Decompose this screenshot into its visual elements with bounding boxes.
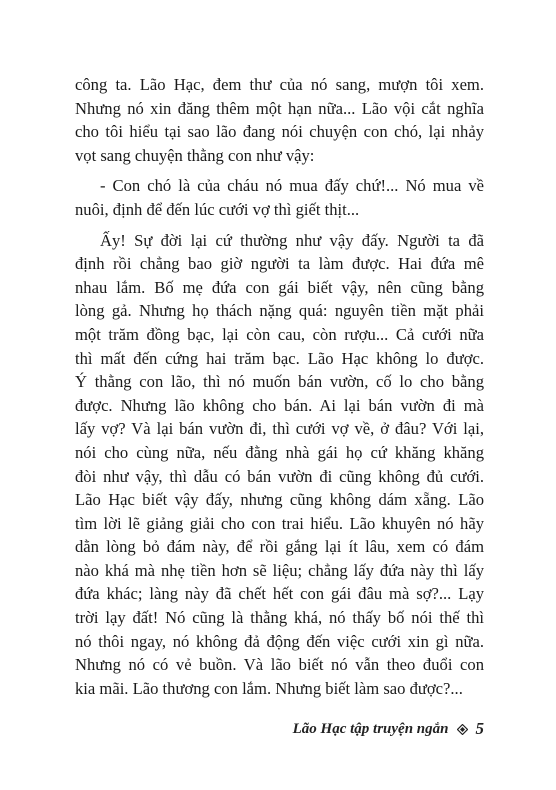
text-line: lòng gả. Nhưng họ thách nặng quá: nguyên tiền mặt phải — [75, 301, 484, 321]
text-line: Nhưng nó xin đăng thêm một hạn nữa... Lão vội cắt nghĩa — [75, 98, 484, 118]
paragraph-2 — [75, 174, 484, 221]
text-line: được. Nhưng lão không cho bán. Ai lại bán vườn đi mà — [75, 395, 484, 415]
text-line: Nhưng nó có vẻ buồn. Và lão biết nó vẫn theo đuổi con — [75, 655, 484, 675]
text-line: cho tôi hiểu tại sao lão đang nói chuyện con chó, lại nhảy — [75, 122, 484, 142]
paragraph-1 — [75, 73, 484, 167]
text-line: nói cho cùng nữa, nếu đằng nhà gái họ cứ khăng khăng — [75, 442, 484, 462]
text-line: tìm lời lẽ giảng giải cho con trai hiểu. Lão khuyên nó hãy — [75, 513, 484, 533]
text-line: dằn lòng bỏ đám này, để rồi gắng lại ít lâu, xem có đám — [75, 537, 484, 557]
page-body — [75, 73, 484, 700]
text-line: lấy vợ? Và lại bán vườn đi, thì cưới vợ về, ở đâu? Với lại, — [75, 419, 484, 439]
text-line: đứa khác; làng này đã chết hết con gái đâu mà sợ?... Lạy — [75, 584, 484, 604]
running-footer-title: Lão Hạc tập truyện ngắn — [292, 720, 449, 737]
text-line: định rồi chẳng bao giờ người ta làm được. Hai đứa mê — [75, 254, 484, 274]
text-line: kia mãi. Lão thương con lắm. Nhưng biết làm sao được?... — [75, 678, 463, 698]
text-line: nó thôi ngay, nó không đả động đến việc cưới xin gì nữa. — [75, 631, 484, 651]
text-line: đòi như vậy, thì dẫu có bán vườn đi cũng không đủ cưới. — [75, 466, 484, 486]
paragraph-3 — [75, 229, 484, 701]
text-line: vọt sang chuyện thằng con như vậy: — [75, 145, 315, 165]
text-line: công ta. Lão Hạc, đem thư của nó sang, mượn tôi xem. — [75, 75, 484, 94]
text-line: trời lạy đất! Nó cũng là thằng khá, nó thấy bố nói thế thì — [75, 608, 484, 628]
text-line: nuôi, định để đến lúc cưới vợ thì giết thịt... — [75, 199, 360, 219]
text-line: Ý thằng con lão, thì nó muốn bán vườn, cố lo cho bằng — [75, 372, 484, 392]
text-line: một trăm đồng bạc, lại còn cau, còn rượu... Cả cưới nữa — [75, 324, 484, 344]
diamond-ornament-icon — [457, 724, 468, 735]
text-line: nhau lắm. Bố mẹ đứa con gái biết vậy, nên cũng bằng — [75, 277, 484, 297]
text-line: Ấy! Sự đời lại cứ thường như vậy đấy. Người ta đã — [100, 230, 484, 250]
text-line: Lão Hạc biết vậy đấy, nhưng cũng không dám xẵng. Lão — [75, 490, 484, 510]
text-line: - Con chó là của cháu nó mua đấy chứ!... Nó mua về — [100, 176, 484, 196]
page-footer — [293, 719, 484, 739]
text-line: nào khá mà nhẹ tiền hơn sẽ liệu; chẳng lấy đứa này thì lấy — [75, 560, 484, 580]
page-number: 5 — [475, 719, 484, 738]
text-line: thì mất đến cứng hai trăm bạc. Lão Hạc không lo được. — [75, 348, 484, 368]
